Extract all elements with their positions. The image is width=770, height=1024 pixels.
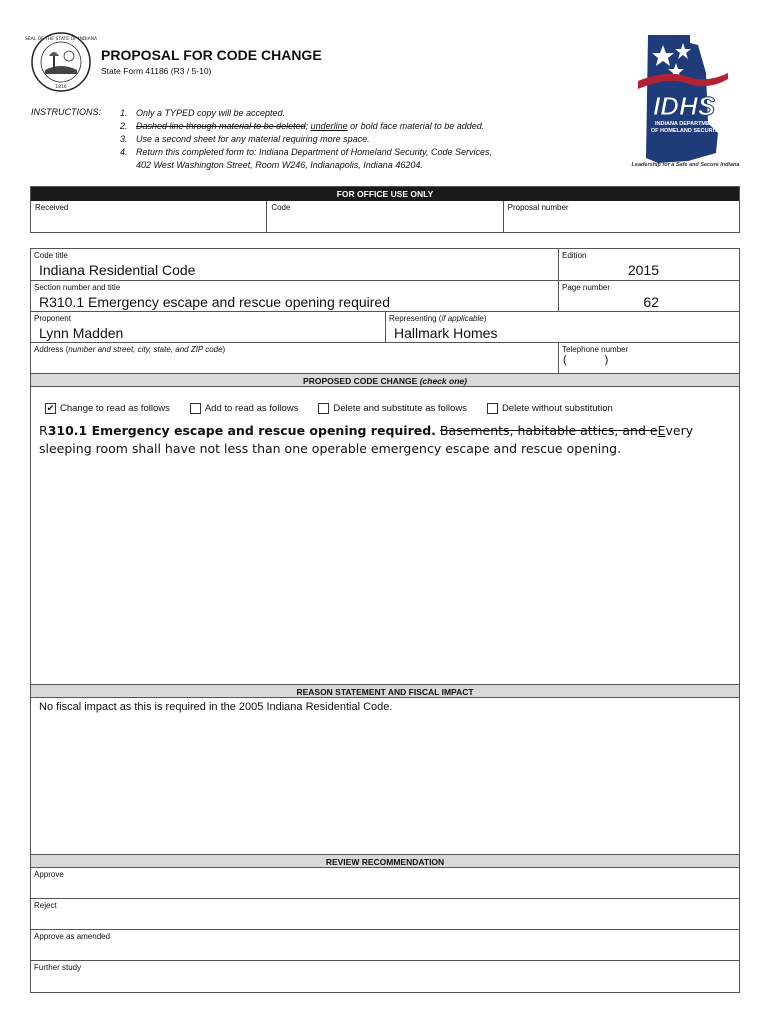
proponent-row — [31, 312, 739, 343]
checkbox-checked-icon[interactable]: ✔ — [46, 403, 55, 413]
review-heading: REVIEW RECOMMENDATION — [31, 854, 739, 868]
svg-text:SEAL OF THE STATE OF INDIANA: SEAL OF THE STATE OF INDIANA — [24, 37, 98, 42]
address-row — [31, 343, 739, 373]
representing-field[interactable]: Representing (if applicable) Hallmark Homes — [389, 314, 498, 341]
proposal-number-field[interactable]: Proposal number — [507, 203, 569, 212]
reason-heading: REASON STATEMENT AND FISCAL IMPACT — [31, 684, 739, 698]
svg-text:1816: 1816 — [55, 85, 67, 90]
svg-text:OF HOMELAND SECURITY: OF HOMELAND SECURITY — [650, 128, 722, 134]
form-title: PROPOSAL FOR CODE CHANGE — [101, 47, 322, 63]
option-change[interactable]: ✔ Change to read as follows — [46, 403, 170, 414]
instruction-item: 3. Use a second sheet for any material requiring more space. — [120, 134, 370, 144]
checkbox-icon[interactable] — [318, 403, 329, 414]
change-type-options — [45, 403, 633, 414]
checkbox-icon[interactable] — [190, 403, 201, 414]
review-further-study[interactable]: Further study — [34, 963, 82, 972]
section-field[interactable]: Section number and title R310.1 Emergency escape and rescue opening required — [31, 281, 559, 311]
proposed-change-heading: PROPOSED CODE CHANGE (check one) — [31, 373, 739, 387]
received-field[interactable]: Received — [31, 201, 267, 232]
edition-field[interactable]: Edition 2015 — [562, 251, 659, 278]
instruction-item: 4. Return this completed form to: Indiana Department of Homeland Security, Code Services, — [120, 147, 493, 157]
instruction-item: 402 West Washington Street, Room W246, Indianapolis, Indiana 46204. — [136, 160, 423, 170]
proposal-form — [30, 248, 740, 993]
checkbox-icon[interactable] — [487, 403, 498, 414]
address-field[interactable]: Address (number and street, city, state, and ZIP code) — [31, 343, 559, 373]
office-use-heading: FOR OFFICE USE ONLY — [31, 187, 739, 201]
svg-text:IDHS: IDHS — [652, 91, 716, 121]
logo-tagline: Leadership for a Safe and Secure Indiana — [631, 162, 740, 168]
review-reject[interactable]: Reject — [31, 899, 739, 930]
option-delete[interactable]: Delete without substitution — [487, 403, 613, 414]
state-seal-logo — [24, 32, 98, 92]
code-title-field[interactable]: Code title Indiana Residential Code — [31, 249, 559, 280]
review-approve-amended[interactable]: Approve as amended — [31, 930, 739, 961]
section-row — [31, 281, 739, 312]
proponent-field[interactable]: Proponent Lynn Madden — [31, 312, 386, 342]
form-number: State Form 41186 (R3 / 5-10) — [101, 66, 212, 76]
office-use-section — [30, 186, 740, 233]
proposed-change-text[interactable]: R310.1 Emergency escape and rescue opening required. Basements, habitable attics, and eEvery sleeping room shall have not less than one operable emergency escape and rescue opening. — [39, 423, 694, 456]
instructions-list — [120, 107, 492, 172]
idhs-logo — [628, 28, 743, 173]
code-title-row — [31, 249, 739, 281]
telephone-field[interactable]: Telephone number ( ) — [562, 345, 629, 366]
reason-text[interactable]: No fiscal impact as this is required in the 2005 Indiana Residential Code. — [39, 701, 393, 713]
code-field[interactable]: Code — [267, 201, 503, 232]
instructions-label: INSTRUCTIONS: — [31, 107, 102, 117]
svg-text:INDIANA DEPARTMENT: INDIANA DEPARTMENT — [654, 121, 718, 127]
option-add[interactable]: Add to read as follows — [190, 403, 298, 414]
option-delete-substitute[interactable]: Delete and substitute as follows — [318, 403, 467, 414]
instruction-item: 2. Dashed line through material to be deleted; underline or bold face material to be added. — [120, 121, 485, 131]
page-number-field[interactable]: Page number 62 — [562, 283, 659, 310]
review-approve[interactable]: Approve — [31, 868, 739, 899]
instruction-item: 1. Only a TYPED copy will be accepted. — [120, 108, 286, 118]
